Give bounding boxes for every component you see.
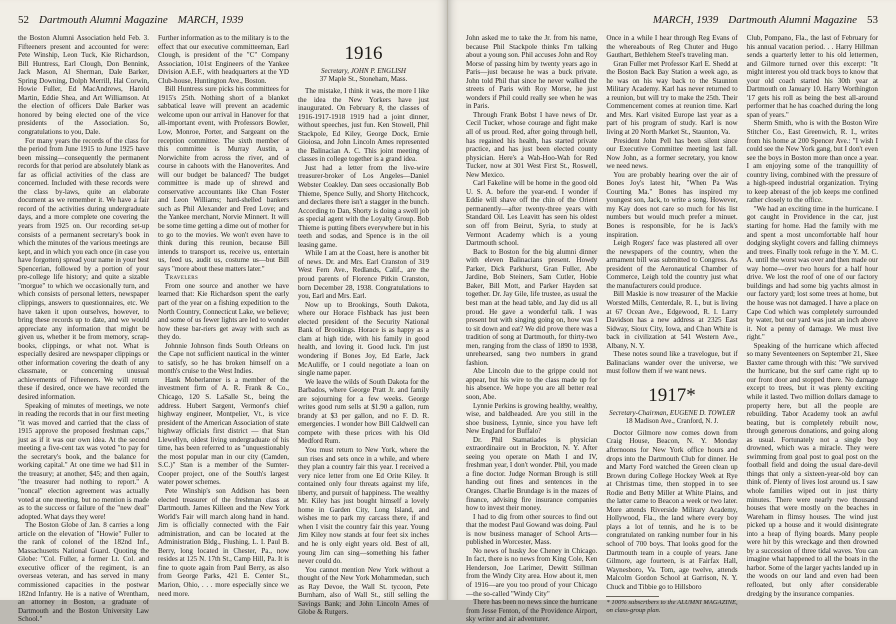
left-columns <box>18 34 430 624</box>
paragraph: Once in a while I hear through Reg Evans of the whereabouts of Reg Chuter and Hugo Gauthart, Bethlehem Steel's traveling man. <box>606 34 738 60</box>
secretary-address: 37 Maple St., Stoneham, Mass. <box>319 75 408 83</box>
issue-date: MARCH, 1939 <box>652 14 719 26</box>
paragraph: John asked me to take the Jr. from his name, because Phil Stackpole thinks I'm talking about a young son. Phil accuses John and Roy Morse of passing him by twenty years ago in Paris—just because he was a buck private. John told Phil that since he never walked the streets of Paris with Roy Morse, he just wonders if Phil could really see when he was in Paris. <box>466 34 598 111</box>
paragraph: "We had an exciting time in the hurricane. I got caught in Providence in the car, just starting for home. Had the family with me and spent a most uncomfortable half hour dodging skylight covers and falling chimneys and trees. Finally took refuge in the Y. M. C. A. until the worst was over and then made our way home—over two hours for a half hour drive. We lost the roof of one of our factory buildings and had some big yachts almost in our factory yard; lost some trees at home, but the house was not damaged. I have a place on Cape Cod which was completely surrounded by water, but our yard was just an inch above it. Not a penny of damage. We must live right." <box>746 204 878 342</box>
issue-date: MARCH, 1939 <box>177 14 244 26</box>
left-column-1 <box>18 34 149 624</box>
paragraph: Doctor Gilmore now comes down from Craig House, Beacon, N. Y. Monday afternoons for New York office hours and drops into the Dartmouth Club for dinner. He and Marty Ford watched the Green clean up Brown during College Hockey Week at Rye at Christmas time, then stopped in to see Rodie and Betty Miller at White Plains, and the latter came to Beacon a week or two later. More attends Riverside Military Academy, Hollywood, Fla., the land where every boy plays a lot of tennis, and he is to be congratulated on ranking number four in his school of 700 boys. That looks good for the Dartmouth team in a couple of years. Jane Gilmore, age fourteen, is at Fairfax Hall, Waynesboro, Va. Tom, age twelve, attends Malcolm Gordon School at Garrison, N. Y. Chuck and Tibbie go to Hillsboro <box>606 428 738 591</box>
section-subhead: Travelers <box>165 273 199 282</box>
paragraph: There has been no news since the hurricane from Jesse Fenton, of the Providence Airport, sky writer and air adventurer. <box>466 598 598 624</box>
magazine-title: Dartmouth Alumni Magazine <box>39 14 168 26</box>
paragraph: While I am at the Coast, here is another bit of news. Dr. and Mrs. Earl Cranston of 319 West Fern Ave., Redlands, Calif., are the proud parents of Florence Pitkin Cranston, born December 28, 1938. Congratulations to you, Earl and Mrs. Earl. <box>298 249 429 301</box>
right-columns <box>466 34 878 624</box>
paragraph: Club, Pompano, Fla., the last of February for his annual vacation period. . . Harry Hillman sends a quarterly letter to his old lettermen, and Gilmore turned over this excerpt: "It might interest you old track boys to know that your old coach started his 30th year at Dartmouth on January 10. Harry Worthington '17 gets his roll as being the best all-around performer that he has coached during the long span of years." <box>746 34 878 119</box>
paragraph: You must return to New York, where the sun rises and sets once in a while, and where they plan a country fair this year. I received a very nice letter from one Ed Orite Kiley. It contained only four threats against my life, liberty, and pursuit of happiness. The wealthy Mr. Kiley has just bought himself a lovely home in Garden City, Long Island, and wishes me to park my carcass there, if and when I visit the country fair this year. Young Jim Kiley now stands at four feet six inches and he is only eight years old. Best of all, young Jim can sing—something his father never could do. <box>298 445 429 566</box>
page-number: 52 <box>18 14 29 26</box>
paragraph: Through Frank Bobst I have news of Dr. Cecil Tucker, whose courage and fight make all of us proud. Red, after going through hell, has regained his health, has started private practice, and has just been elected county physician. Here's a Wah-Hoo-Wah for Red Tucker, now at 301 West First St., Roswell, New Mexico. <box>466 110 598 179</box>
running-head-left <box>18 14 429 30</box>
paragraph: Back to Boston for the big alumni dinner with eleven Balinacians present. Howdy Parker, Dick Parkhurst, Gran Fuller, Abe Jardine, Bob Steiners, Sam Cutler, Hobie Baker, Bill Mott, and Parker Hayden sat together. Dr. Jay Gile, life trustee, as usual the best man at the head table, and Jay did us all proud. He gave a wonderful talk. I was present but with singing going on, how was I to sit down and eat? We did prove there was a tradition of song at Dartmouth, for thirty-two men, ranging from the class of 1890 to 1938, unrehearsed, sang two numbers in grand fashion. <box>466 247 598 367</box>
paragraph: Johnnie Johnson finds South Orleans on the Cape not sufficient nautical in the winter to satisfy, so he has broken himself on a month's cruise to the West Indies. <box>158 341 289 376</box>
right-column-2 <box>606 34 738 615</box>
left-column-2 <box>158 34 289 600</box>
paragraph: Now up to Brookings, South Dakota, where our Horace Fishback has just been elected president of the Security National Bank of Brookings. Horace is as happy as a clam at high tide, with his family in good health, and loving it. Good luck. I'm just wondering if Bones Joy, Ed Earle, Jack McAuliffe, or I could negotiate a loan on single name paper. <box>298 300 429 378</box>
paragraph: Pete Winship's son Addison has been elected treasurer of the freshman class at Dartmouth. James Killeen and the New York World's Fair will march along hand in hand. Jim is officially connected with the Fair administration, and can be located at the Administration Bldg., Flushing, L. I. Paul B. Berry, long located in Chester, Pa., now resides at 125 N. 17th St., Camp Hill, Pa. It is fine to quote again from Paul Berry, as also from George Parks, 421 E. Center St., Marion, Ohio, . . . more especially since we need more. <box>158 486 289 598</box>
paragraph: Bill Maskie is now treasurer of the Mackie Worsted Mills, Centerdale, R. I., but is living at 67 Ocean Ave., Edgewood, R. I. Larry Davidson has a new address at 2325 East Sidway, Sioux City, Iowa, and Chan White is back in civilization at 541 Western Ave., Albany, N. Y. <box>606 290 738 350</box>
paragraph: Just had a letter from the live-wire treasurer-broker of Los Angeles—Daniel Webster Coakley. Dan sees occasionally Bob Thieme, Spence Sully, and Shorty Hitchcock, and declares there isn't a stagger in the bunch. According to Dan, Shorty is doing a swell job as special agent with the Loyalty Group. Bob Thieme is putting fibers everywhere but in his teeth and sodas, and Spence is in the oil leasing game. <box>298 163 430 249</box>
right-column-3 <box>747 34 878 600</box>
class-year-heading: 1917* <box>648 384 696 406</box>
running-head-right <box>466 14 878 30</box>
footnote-rule <box>606 596 659 597</box>
left-column-3 <box>298 34 430 617</box>
paragraph: the Boston Alumni Association held Feb. 3. Fifteeners present and accounted for were: Pete Winship, Leon Tuck, Kie Richardson, Bill Huntress, Earl Clough, Don Bennink, Jack Mason, Al Sherman, Dale Barker, Spring Downing, Dolph Merrill, Hal Corwin, Howie Fuller, Ed MacAndrews, Harold Martin, Eddie Shea, and Art Williamson. At the election of officers Dale Barker was honored by being elected one of the vice presidents of the Association. So, congratulations to you, Dale. <box>18 34 149 137</box>
magazine-title: Dartmouth Alumni Magazine <box>728 14 857 26</box>
paragraph: You cannot mention New York without a thought of the New York Mohammedan, such as Ray Devoe, the Wall St. tycoon, Pete Burnham, also of Wall St., still selling the Savings Bank; and John Lincoln Ames of Globe & Rutgers. <box>298 565 429 617</box>
paragraph: The Boston Globe of Jan. 8 carries a long article on the elevation of "Howie" Fuller to the rank of colonel of the 182nd Inf., Massachusetts National Guard. Quoting the Globe: "Col. Fuller, a former Lt. Col. and executive officer of the regiment, is an overseas veteran, and has served in many commissioned capacities in the postwar 182nd Infantry. He is a native of Wrentham, an attorney in Boston, a graduate of Dartmouth and the Boston University Law School." <box>18 521 149 624</box>
right-page <box>448 0 896 624</box>
paragraph: Bill Huntress sure picks his committees for 1915's 25th. Nothing short of a blanket sabbatical leave will prevent an academic welcome upon our arrival in Hanover for that all-important event, with Professors Bowler, Low, Monroe, Porter, and Sargeant on the reception committee. The sixth member of this committee is Murray Austin, a Norwichite from across the river, and of course in cahoots with the Hanoverites. And will our budget be balanced? The budget committee is made up of shrewd and conservative accountants like Chan Foster and Leon Williams; hard-shelled bankers such as Phil Alexander and Fred Love; and the Yankee merchant, Norvie Minnert. It will be some time getting a dime out of mother for to go to the movies. We won't even have to think during this reunion, because Bill intends to transport us, receive us, entertain us, feed us, audit us, costume us—but Bill says "more about these matters later." <box>158 85 289 273</box>
secretary-address: 18 Madison Ave., Cranford, N. J. <box>625 416 719 425</box>
paragraph: Dr. Phil Stamatiades is physician extraordinaire out in Brockton, N. Y. After seeing you operate on Math I and IV, freshman year, I don't wonder. Phil, you made a fine doctor. Judge Norman Brough is still handing out fines and sentences in the Oranges. Charlie Brundage is in the mazes of finance, advising fire insurance companies how to invest their money. <box>466 435 598 513</box>
paragraph: Speaking of minutes of meetings, we note in reading the records that in our first meeting "it was moved and carried that the class of 1915 approve the proposed freshman caps," just as if it was our own idea. At the second meeting a five-cent tax was voted "to pay for the secretary's book, and the balance for working capital." At one time we had $11 in the treasury; at another, $45; and then again, "the treasurer had nothing to report." A "noncal" election agreement was actually voted at one meeting, but no mention is made as to the success or failure of the "new deal" adopted. What days they were! <box>18 401 149 521</box>
class-secretary: Secretary-Chairman, EUGENE D. TOWLER <box>609 408 735 417</box>
paragraph: Abe Lincoln due to the grippe could not appear, but his wire to the class made up for his absence. We hope you are all better real soon, Abe. <box>466 367 598 401</box>
paragraph: Sherm Smith, who is with the Boston Wire Stitcher Co., East Greenwich, R. I., writes from his home at 200 Spencer Ave.: "I wish I could see the New York gang, but I don't even see the boys in Boston more than once a year. I am enjoying some of the tranquillity of country living, combined with the pressure of a high-speed industrial organization. Trying to keep abreast of the job keeps me confined rather closely to the office. <box>746 119 878 205</box>
paragraph: President John Pell has been silent since our Executive Committee meeting last fall. Now John, as a former secretary, you know we need news. <box>606 136 738 171</box>
paragraph: Further information as to the military is to the effect that our executive committeeman, Earl Clough, is president of the "C" Company Association, 101st Engineers of the Yankee Division A.E.F., with headquarters at the YD Club-house, Huntington Ave., Boston. <box>158 34 289 85</box>
paragraph: From one source and another we have learned that: Kie Richardson spent the early part of the year on a fishing expedition to the North Country, Connecticut Lake, we believe; and some of us fewer lights are led to wonder how these bar-riers get away with such as they do. <box>158 281 289 342</box>
paragraph: The mistake, I think it was, the more I like the idea the New Yorkers have just inaugurated. On February 8, the classes of 1916-1917-1918 1919 had a joint dinner, without speeches, just fun. Ken Stowell, Phil Stackpole, Ed Kiley, George Dock, Ernie Gioiosa, and John Lincoln Ames represented the Balinacian A. C. This joint meeting of classes in college together is a grand idea. <box>298 87 429 164</box>
paragraph: You are probably hearing over the air of Bones Joy's latest hit, "When Pa Was Courting Ma." Bones has inspired my youngest son, Jack, to write a song. However, my Kay does not care so much for his list numbers but would much prefer a minuet. Bones is responsible, for he is Jack's inspiration. <box>606 170 738 239</box>
class-secretary: Secretary, JOHN P. ENGLISH <box>321 67 406 75</box>
right-column-1 <box>466 34 598 624</box>
paragraph: Hank Moberlanner is a member of the investment firm of A. R. Frank & Co., Chicago, 120 S. LaSalle St., being the address. Hubert Sargent, Vermont's chief highway engineer, Montpelier, Vt., is vice president of the American Association of state highway officials first district — that Stan Llewellyn, oldest living undergraduate of his time, has been referred to as "unquestionably the most popular man in our city (Camden, S.C.)" Stan is a member of the Sumter-Cooper project, one of the South's largest water power schemes. <box>158 375 289 487</box>
paragraph: Carl Fakeline will be home in the good old U. S. A. before the year-end. I wonder if Eddie will shave off the chin of the Orient permanently—after twenty-three years with Standard Oil. Les Leavitt has seen his oldest son off from Beirut, Syria, to study at Vermont Academy which is a young Dartmouth school. <box>466 179 598 248</box>
page-number: 53 <box>867 14 878 26</box>
paragraph: Leigh Rogers' face was plastered all over the newspapers of the country, when the armament bill was submitted to Congress. As president of the Aeronautical Chamber of Commerce, Leigh told the country just what the manufacturers could produce. <box>606 239 738 290</box>
class-year-heading: 1916 <box>344 43 383 64</box>
paragraph: Gran Fuller met Professor Karl E. Shedd at the Boston Back Bay Station a week ago, as he was on his way back to the Staunton Military Academy. Karl has never returned to a reunion, but will try to make the 25th. Their Commencement comes at reunion time. Karl and Mrs. Karl visited Europe last year as a part of his program of study. Karl is now living at 20 North Market St., Staunton, Va. <box>606 59 738 137</box>
paragraph: I had to dig from other sources to find out that the modest Paul Gowand was doing. Paul is now business manager of School Arts—published in Worcester, Mass. <box>466 512 598 547</box>
paragraph: Speaking of the hurricane which affected so many Seventeeners on September 21, Skee Baxter came through with this: "We survived the hurricane, but the surf came right up to our front door and stopped there. No damage except to trees, but it was plenty exciting while it lasted. Two million dollars damage to property here, but all the people are rebuilding. Tabor Academy took an awful beating, but is completely rebuilt now, through generous donations, and going along as usual. Fortunately not a single boy drowned, which was a miracle. They were swimming from goal post to goal post on the football field and doing the usual dare-devil things that only a sixteen-year-old boy can think of. Plenty of lives lost around us. I saw whole families wiped out in just thirty minutes. There were nearly two thousand houses that were mostly on the beaches in Wareham in flimsy houses. The wind just picked up a house and it would disintegrate into a heap of flying boards. Many people were hit by this wreckage and then drowned by a succession of three tidal waves. You can imagine what happened to all the boats in the harbor. Some of the larger yachts landed up in the woods on our land and even had been refloated, but only after considerable dredging by the insurance companies. <box>746 341 878 598</box>
paragraph: These notes sound like a travelogue, but if Balinacians wander over the universe, we must follow them if we want news. <box>606 350 738 376</box>
paragraph: We leave the wilds of South Dakota for the Barbados, where George Pratt Jr. and family are sojourning for a few weeks. George writes good rum sells at $1.90 a gallon, rum brandy at $3 per gallon, and no F. D. R. emergencies. I wonder how Bill Caldwell can compete with these prices with his Old Medford Rum. <box>298 377 429 446</box>
paragraph: Lynnie Perkins is growing healthy, wealthy, wise, and baldheaded. Are you still in the shoe business, Lynnie, since you have left New England for Buffalo? <box>466 401 598 436</box>
paragraph: No news of husky Joe Cheney in Chicago. In fact, there is no news from King Cole, Ken Henderson, Joe Larimer, Dewitt Stillman from the Windy City area. How about it, men of 1916—are you too proud of your Chicago—the so-called "Windy City" <box>466 546 598 598</box>
footnote: * 100% subscribers to the ALUMNI MAGAZINE, on class-group plan. <box>606 599 738 615</box>
paragraph: For many years the records of the class for the period from June 1915 to June 1925 have been missing—consequently the permanent records for that period are absolutely blank as far as official activities of the class are concerned. Included with these records were the class by-laws, quite an elaborate document as we remember it. We have a fair record of the activities during undergraduate days, and a more complete one covering the years from 1925 on. Our recording set-up consists of a permanent secretary's book in which the minutes of the various meetings are kept, and in which you each once (in case you have forgotten) spread your name in your best Spencerian, followed by a portion of your pre-college life history; and quite a sizable "morgue" to which we occasionally turn, and which consists of personal letters, newspaper clippings, answers to questionnaires, etc. We have taken it upon ourselves, however, to bring these records up to date, and we would appreciate any information that might be given us, whether it be from memory, scrap-books, clippings, or what not. What is especially desired are newspaper clippings or other information covering the death of any classmate, or concerning unusual achievements of Fifteeners. We will return these if desired, once we have recorded the desired information. <box>18 136 149 401</box>
